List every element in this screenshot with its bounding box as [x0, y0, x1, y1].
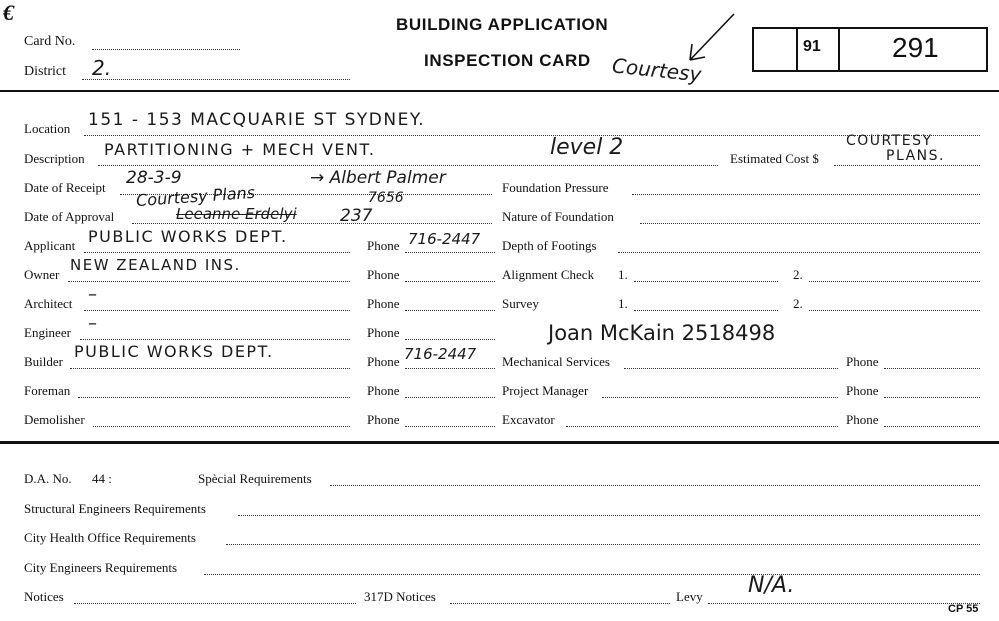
demolisher-field[interactable]: [93, 426, 350, 427]
demolisher-phone-field[interactable]: [405, 426, 495, 427]
project-manager-field[interactable]: [602, 397, 838, 398]
special-requirements-field[interactable]: [330, 485, 980, 486]
survey-1: 1.: [618, 296, 628, 311]
notices-field[interactable]: [74, 603, 356, 604]
builder-phone: 716-2447: [404, 345, 477, 363]
special-requirements-label: Spècial Requirements: [198, 471, 312, 486]
mechanical-services-phone-field[interactable]: [884, 368, 980, 369]
alignment-check-field-2[interactable]: [809, 281, 980, 282]
foreman-label: Foreman: [24, 383, 71, 398]
health-requirements-field[interactable]: [226, 544, 980, 545]
engineer-phone-label: Phone: [367, 325, 400, 340]
health-requirements-label: City Health Office Requirements: [24, 530, 196, 545]
box-divider: [838, 27, 840, 70]
survey-field-1[interactable]: [634, 310, 778, 311]
foreman-phone-label: Phone: [367, 383, 400, 398]
excavator-label: Excavator: [502, 412, 555, 427]
levy-field[interactable]: [708, 603, 980, 604]
builder-label: Builder: [24, 354, 63, 369]
engineer-field[interactable]: [80, 339, 350, 340]
description-label: Description: [24, 151, 85, 166]
excavator-phone-field[interactable]: [884, 426, 980, 427]
box-divider: [796, 27, 798, 70]
engineer-value: –: [88, 313, 97, 334]
applicant-phone-label: Phone: [367, 238, 400, 253]
corner-mark: €: [3, 0, 14, 25]
demolisher-label: Demolisher: [24, 412, 85, 427]
structural-requirements-label: Structural Engineers Requirements: [24, 501, 206, 516]
nature-of-foundation-field[interactable]: [640, 223, 980, 224]
estimated-cost-label: Estimated Cost $: [730, 151, 819, 166]
engineer-phone-field[interactable]: [405, 339, 495, 340]
excavator-phone-label: Phone: [846, 412, 879, 427]
alignment-check-2: 2.: [793, 267, 803, 282]
owner-field[interactable]: [68, 281, 350, 282]
applicant-phone: 716-2447: [408, 230, 481, 248]
builder-phone-label: Phone: [367, 354, 400, 369]
location-label: Location: [24, 121, 71, 136]
header-rule: [0, 90, 999, 92]
builder-field[interactable]: [70, 368, 350, 369]
demolisher-phone-label: Phone: [367, 412, 400, 427]
approval-extension: 237: [340, 206, 373, 226]
date-of-approval-label: Date of Approval: [24, 209, 115, 224]
card-number: 291: [892, 32, 939, 63]
architect-field[interactable]: [84, 310, 350, 311]
section-rule: [0, 441, 999, 444]
project-manager-phone-label: Phone: [846, 383, 879, 398]
date-of-receipt-label: Date of Receipt: [24, 180, 106, 195]
box-prefix: 91: [803, 38, 821, 55]
da-no-label: D.A. No.: [24, 471, 72, 486]
card-no-label: Card No.: [24, 34, 76, 49]
structural-requirements-field[interactable]: [238, 515, 980, 516]
notices-317d-label: 317D Notices: [364, 589, 436, 604]
alignment-check-1: 1.: [618, 267, 628, 282]
levy-value: N/A.: [748, 573, 795, 598]
contact-note: Joan McKain 2518498: [548, 321, 776, 345]
estimated-cost-field[interactable]: [834, 165, 980, 166]
depth-of-footings-label: Depth of Footings: [502, 238, 597, 253]
district-field[interactable]: [82, 79, 350, 80]
district-label: District: [24, 64, 66, 79]
date-of-approval-field[interactable]: [132, 223, 492, 224]
estimated-cost-value-1: COURTESY: [846, 133, 933, 149]
mechanical-services-field[interactable]: [624, 368, 838, 369]
card-number-box: [752, 27, 988, 72]
owner-value: NEW ZEALAND INS.: [70, 256, 241, 274]
foreman-phone-field[interactable]: [405, 397, 495, 398]
engineer-label: Engineer: [24, 325, 71, 340]
card-title: BUILDING APPLICATION: [396, 15, 609, 34]
notices-317d-field[interactable]: [450, 603, 670, 604]
da-no-value: 44 :: [92, 471, 112, 486]
owner-phone-field[interactable]: [405, 281, 495, 282]
estimated-cost-value-2: PLANS.: [886, 148, 945, 164]
survey-field-2[interactable]: [809, 310, 980, 311]
applicant-field[interactable]: [84, 252, 350, 253]
engineers-requirements-label: City Engineers Requirements: [24, 560, 178, 575]
date-of-receipt-value: 28-3-9: [126, 168, 182, 188]
applicant-value: PUBLIC WORKS DEPT.: [88, 227, 288, 246]
project-manager-label: Project Manager: [502, 383, 589, 398]
approval-extension-new: 7656: [368, 190, 404, 206]
approval-value-top: Courtesy Plans: [135, 182, 256, 211]
foreman-field[interactable]: [78, 397, 350, 398]
location-value: 151 - 153 MACQUARIE ST SYDNEY.: [88, 110, 426, 130]
excavator-field[interactable]: [566, 426, 838, 427]
levy-label: Levy: [676, 589, 703, 604]
builder-value: PUBLIC WORKS DEPT.: [74, 342, 274, 361]
receipt-note: → Albert Palmer: [310, 168, 446, 188]
applicant-phone-field[interactable]: [405, 252, 495, 253]
applicant-label: Applicant: [24, 238, 76, 253]
foundation-pressure-field[interactable]: [632, 194, 980, 195]
architect-phone-label: Phone: [367, 296, 400, 311]
project-manager-phone-field[interactable]: [884, 397, 980, 398]
foundation-pressure-label: Foundation Pressure: [502, 180, 609, 195]
description-value: PARTITIONING + MECH VENT.: [104, 140, 376, 159]
survey-2: 2.: [793, 296, 803, 311]
survey-label: Survey: [502, 296, 539, 311]
alignment-check-label: Alignment Check: [502, 267, 595, 282]
alignment-check-field-1[interactable]: [634, 281, 778, 282]
architect-label: Architect: [24, 296, 73, 311]
engineers-requirements-field[interactable]: [204, 574, 980, 575]
description-field[interactable]: [98, 165, 718, 166]
description-note: level 2: [550, 135, 624, 160]
architect-phone-field[interactable]: [405, 310, 495, 311]
owner-phone-label: Phone: [367, 267, 400, 282]
courtesy-annotation: Courtesy: [610, 53, 703, 87]
card-no-field[interactable]: [92, 49, 240, 50]
architect-value: –: [88, 284, 97, 305]
nature-of-foundation-label: Nature of Foundation: [502, 209, 614, 224]
district-value: 2.: [92, 56, 112, 80]
card-subtitle: INSPECTION CARD: [424, 51, 591, 70]
owner-label: Owner: [24, 267, 60, 282]
mechanical-services-label: Mechanical Services: [502, 354, 610, 369]
form-code: CP 55: [948, 603, 979, 615]
notices-label: Notices: [24, 589, 64, 604]
approval-value-struck: Leeanne Erdelyi: [176, 205, 297, 223]
builder-phone-field[interactable]: [405, 368, 495, 369]
depth-of-footings-field[interactable]: [618, 252, 980, 253]
mechanical-services-phone-label: Phone: [846, 354, 879, 369]
